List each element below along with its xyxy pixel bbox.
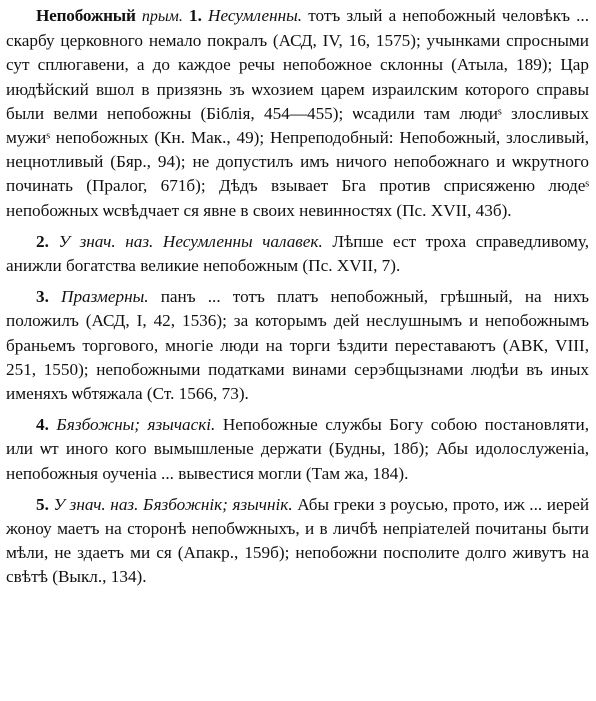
sense-citations: тотъ злый а непобожный человѣкъ ... скарбу церковного немало покралъ (АСД, IV, 16, 1575); учынками спросными сут сплюгавени, а до каждое речы непобожное склонны (Атыла, 189); Цар июдѣйский вшол в призязнь зъ ѡхозием царем израилским которого справы были велми непобожны (Біблія, 454—455); ѡсадили там людиˢ злосливых мужиˢ непобожных (Кн. Мак., 49); Непреподобный: Непобожный, злосливый, нецнотливый (Бяр., 94); не допустилъ имъ ничого непобожнаго и ѡкрутного починать (Пралог, 671б); Дѣдъ взывает Бга против сприсяженю людеˢ непобожных ѡсвѣдчает ся явне в своих невинностях (Пс. XVII, 43б). bbox=[6, 6, 589, 220]
sense-gloss: Несумленны. bbox=[208, 6, 303, 25]
sense-gloss: Бязбожнік; язычнік. bbox=[143, 494, 293, 514]
sense-citations: Абы греки з роусью, прото, иж ... иерей жоноу маетъ на сторонѣ непобѡжныхъ, и в личбѣ непріателей почитаны быти мѣли, не здаетъ ми ся (Апакр., 159б); непобожни посполите долго живутъ на свѣтѣ (Выкл., 134). bbox=[6, 494, 590, 587]
sense-number: 4. bbox=[36, 415, 49, 435]
sense-3 bbox=[6, 285, 589, 406]
sense-gloss: Несумленны чалавек. bbox=[162, 231, 323, 251]
sense-2 bbox=[6, 230, 589, 278]
dictionary-entry bbox=[6, 4, 589, 597]
sense-citations: панъ ... тотъ платъ непобожный, грѣшный, на нихъ положилъ (АСД, I, 42, 1536); за которымъ дей неслушнымъ и непобожнымъ браньемъ торгового, многіе люди на торги ѣздити переставаютъ (АВК, VIII, 251, 1550); непобожными податками винами серэбщызнами людѣи въ иных именяхъ ѡбтяжала (Ст. 1566, 73). bbox=[6, 287, 590, 404]
sense-1 bbox=[6, 4, 589, 223]
sense-citations: Лѣпше ест троха справедливому, анижли богатства великие непобожным (Пс. XVII, 7). bbox=[6, 231, 590, 276]
sense-number: 3. bbox=[36, 287, 49, 307]
headword: Непобожный bbox=[36, 6, 136, 25]
part-of-speech: прым. bbox=[141, 8, 183, 25]
sense-citations: Непобожные службы Богу собою постановляти, или ѡт иного кого вымышленые держати (Будны, 18б); Абы идолослуженіа, непобожныя оученіа ... вывестися могли (Там жа, 184). bbox=[6, 415, 589, 483]
sense-4 bbox=[6, 413, 589, 486]
sense-5 bbox=[6, 493, 589, 590]
usage-label: У знач. наз. bbox=[58, 231, 154, 251]
sense-gloss: Празмерны. bbox=[61, 287, 149, 307]
sense-number: 2. bbox=[36, 231, 49, 251]
sense-number: 5. bbox=[36, 494, 49, 514]
usage-label: У знач. наз. bbox=[53, 494, 139, 514]
sense-number: 1. bbox=[189, 6, 202, 25]
sense-gloss: Бязбожны; язычаскі. bbox=[56, 415, 216, 435]
